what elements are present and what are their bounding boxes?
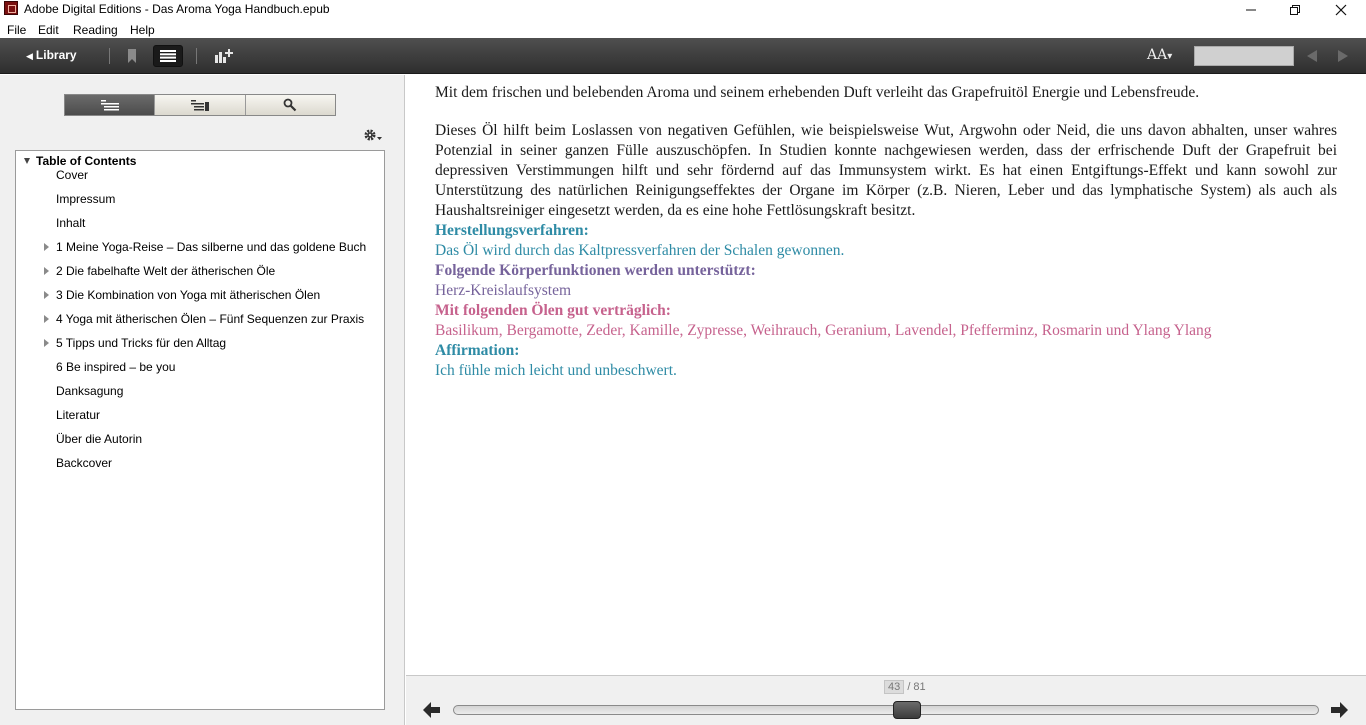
current-page: 43 — [884, 680, 904, 694]
restore-icon — [1289, 4, 1301, 16]
toc-item-label: Über die Autorin — [56, 432, 143, 446]
toc-title: Table of Contents — [36, 154, 137, 168]
toc-item[interactable] — [16, 383, 384, 407]
toc-item[interactable] — [16, 167, 384, 191]
toc-item[interactable] — [16, 215, 384, 239]
toc-toggle-button[interactable] — [153, 45, 183, 67]
search-icon — [283, 98, 297, 112]
font-size-label: AA — [1147, 47, 1168, 63]
toc-item-label: 2 Die fabelhafte Welt der ätherischen Öle — [56, 264, 276, 278]
menu-help[interactable]: Help — [130, 23, 155, 37]
toc-item[interactable] — [16, 359, 384, 383]
page-slider-thumb[interactable] — [893, 701, 921, 719]
expand-triangle-icon[interactable] — [44, 243, 49, 251]
expand-triangle-icon[interactable] — [44, 291, 49, 299]
toc-item-label: Inhalt — [56, 216, 86, 230]
toc-item-label: Cover — [56, 168, 89, 182]
next-page-button[interactable] — [1329, 700, 1349, 720]
toc-item[interactable] — [16, 287, 384, 311]
reading-pane — [406, 75, 1366, 675]
search-view-tab[interactable] — [246, 95, 335, 115]
toc-item-label: 1 Meine Yoga-Reise – Das silberne und das goldene Buch — [56, 240, 367, 254]
toc-item-list — [16, 167, 384, 479]
add-to-collection-button[interactable] — [209, 45, 239, 67]
close-button[interactable] — [1318, 0, 1364, 20]
gear-icon — [363, 128, 383, 142]
menu-file[interactable]: File — [7, 23, 27, 37]
toc-item[interactable] — [16, 191, 384, 215]
navigation-panel — [0, 75, 405, 725]
dropdown-caret-icon: ▾ — [1167, 51, 1173, 62]
page-number-input[interactable] — [1194, 46, 1294, 66]
toc-root[interactable] — [24, 154, 136, 168]
toc-item[interactable] — [16, 263, 384, 287]
bookmarks-view-tab[interactable] — [155, 95, 245, 115]
toc-item[interactable] — [16, 455, 384, 479]
page-indicator — [884, 681, 926, 693]
toc-item-label: Impressum — [56, 192, 116, 206]
collapse-triangle-icon[interactable] — [24, 158, 30, 164]
toc-item-label: Literatur — [56, 408, 101, 422]
section-heading: Mit folgenden Ölen gut verträglich: — [435, 302, 671, 319]
toc-icon — [101, 100, 119, 111]
paragraph: Dieses Öl hilft beim Loslassen von negativen Gefühlen, wie beispielsweise Wut, Argwohn oder Neid, die uns davon abhalten, unser wahres Potenzial in seiner ganzen Fülle auszuschöpfen. In Studien konnte nachgewiesen werden, dass der erfrischende Duft der Grapefruit bei depressiven Verstimmungen hilft und sehr fördernd auf das Immunsystem wirkt. Es hat einen Entgiftungs-Effekt und kann sowohl zur Unterstützung des natürlichen Reinigungseffektes der Organe im Körper (z.B. Nieren, Leber und das lymphatische System) als auch als Haushaltsreiniger eingesetzt werden, da es eine hohe Fettlösungskraft besitzt. — [435, 122, 1337, 219]
toc-item[interactable] — [16, 407, 384, 431]
bookmark-icon — [127, 49, 137, 63]
toc-item-label: 6 Be inspired – be you — [56, 360, 176, 374]
reader-toolbar — [0, 38, 1366, 74]
panel-view-switcher — [64, 94, 336, 116]
list-icon — [160, 50, 176, 62]
expand-triangle-icon[interactable] — [44, 267, 49, 275]
arrow-right-icon — [1330, 702, 1348, 718]
app-icon — [4, 1, 18, 15]
toc-item-label: Danksagung — [56, 384, 124, 398]
toc-item-label: 5 Tipps und Tricks für den Alltag — [56, 336, 227, 350]
library-button[interactable] — [26, 48, 77, 62]
expand-triangle-icon[interactable] — [44, 315, 49, 323]
menu-edit[interactable]: Edit — [38, 23, 59, 37]
minimize-icon — [1245, 4, 1257, 16]
section-heading: Herstellungsverfahren: — [435, 222, 589, 239]
toc-item-label: 3 Die Kombination von Yoga mit ätherischen Ölen — [56, 288, 321, 302]
page-slider-track[interactable] — [453, 705, 1319, 715]
section-body: Herz-Kreislaufsystem — [435, 282, 572, 299]
page-navigation-bar — [406, 675, 1366, 725]
toc-item-label: Backcover — [56, 456, 113, 470]
back-arrow-icon: ◀ — [26, 51, 33, 61]
panel-options-button[interactable] — [362, 126, 384, 144]
section-body: Das Öl wird durch das Kaltpressverfahren der Schalen gewonnen. — [435, 242, 845, 259]
title-bar — [0, 0, 1366, 20]
bookmark-button[interactable] — [117, 45, 147, 67]
previous-page-icon[interactable] — [1307, 50, 1317, 62]
minimize-button[interactable] — [1228, 0, 1274, 20]
toc-view-tab[interactable] — [65, 95, 155, 115]
toc-item-label: 4 Yoga mit ätherischen Ölen – Fünf Sequenzen zur Praxis — [56, 312, 365, 326]
toc-item[interactable] — [16, 311, 384, 335]
book-page — [435, 83, 1337, 381]
toc-item[interactable] — [16, 335, 384, 359]
close-icon — [1335, 4, 1347, 16]
expand-triangle-icon[interactable] — [44, 339, 49, 347]
toolbar-divider — [196, 48, 197, 64]
window-title: Adobe Digital Editions - Das Aroma Yoga Handbuch.epub — [24, 2, 330, 16]
annotations-list-icon — [191, 100, 209, 111]
library-label: Library — [35, 48, 77, 62]
next-page-icon[interactable] — [1338, 50, 1348, 62]
toc-item[interactable] — [16, 431, 384, 455]
previous-page-button[interactable] — [422, 700, 442, 720]
chart-plus-icon — [215, 49, 233, 63]
section-heading: Affirmation: — [435, 342, 520, 359]
section-body: Ich fühle mich leicht und unbeschwert. — [435, 362, 677, 379]
restore-button[interactable] — [1272, 0, 1318, 20]
arrow-left-icon — [423, 702, 441, 718]
toolbar-divider — [109, 48, 110, 64]
toc-item[interactable] — [16, 239, 384, 263]
total-pages: / 81 — [907, 681, 926, 693]
paragraph: Mit dem frischen und belebenden Aroma und seinem erhebenden Duft verleiht das Grapefruitöl Energie und Lebensfreude. — [435, 84, 1200, 101]
menu-reading[interactable]: Reading — [73, 23, 118, 37]
toc-tree — [15, 150, 385, 710]
font-size-button[interactable] — [1147, 47, 1172, 63]
section-body: Basilikum, Bergamotte, Zeder, Kamille, Zypresse, Weihrauch, Geranium, Lavendel, Pfefferminz, Rosmarin und Ylang Ylang — [435, 322, 1212, 339]
section-heading: Folgende Körperfunktionen werden unterstützt: — [435, 262, 756, 279]
menu-bar — [0, 20, 1366, 38]
